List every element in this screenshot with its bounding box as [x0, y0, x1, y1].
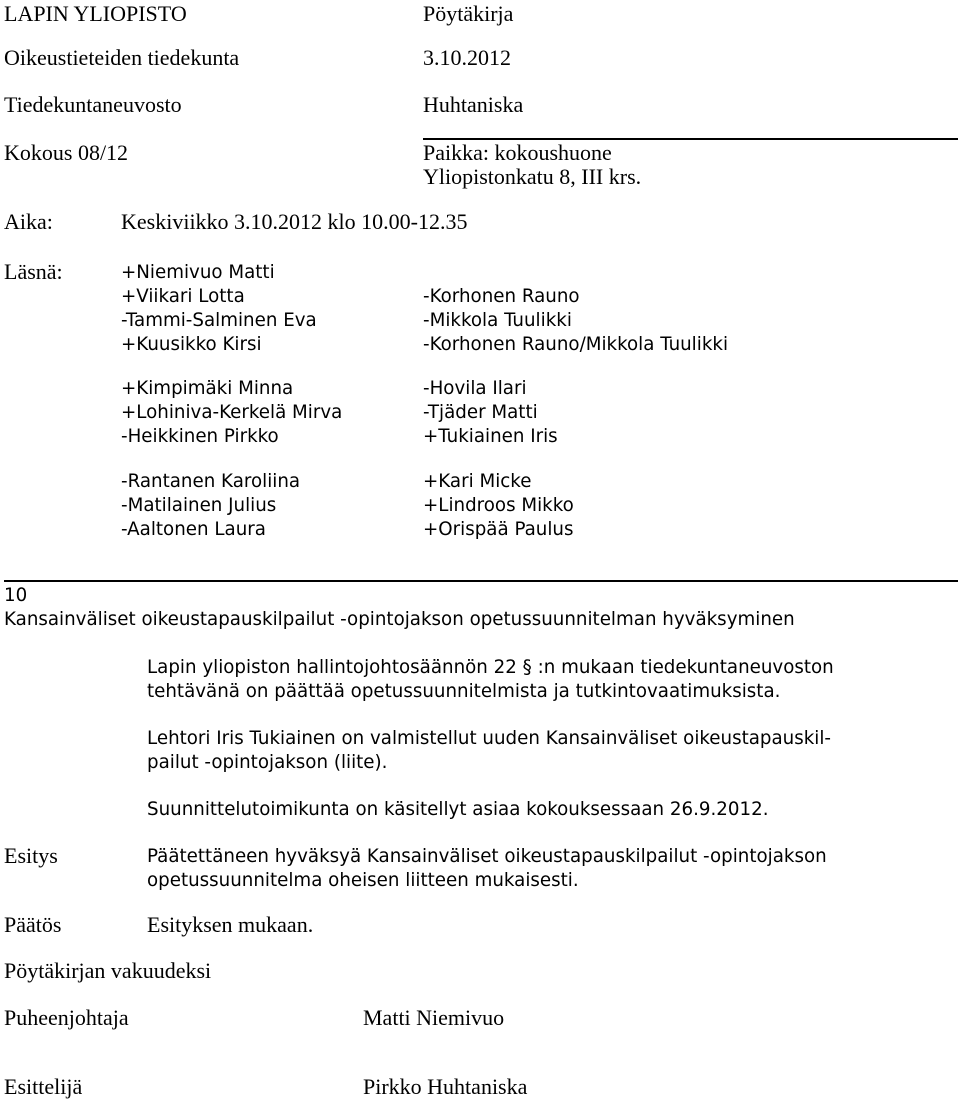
attendee-right: -Korhonen Rauno — [423, 285, 580, 307]
proposal-label: Esitys — [4, 843, 58, 868]
chair-label: Puheenjohtaja — [4, 1005, 129, 1030]
item-paragraph: tehtävänä on päättää opetussuunnitelmista ja tutkintovaatimuksista. — [147, 680, 781, 702]
meeting-date: 3.10.2012 — [423, 45, 511, 70]
item-paragraph: pailut -opintojakson (liite). — [147, 751, 388, 773]
meeting-number: Kokous 08/12 — [4, 140, 129, 165]
attendee-left: -Matilainen Julius — [121, 494, 277, 516]
attendee-right: +Orispää Paulus — [423, 518, 574, 540]
attendee-left: +Kimpimäki Minna — [121, 377, 294, 399]
attendee-left: -Tammi-Salminen Eva — [121, 309, 317, 331]
attendee-right: +Lindroos Mikko — [423, 494, 574, 516]
attendee-right: +Tukiainen Iris — [423, 425, 558, 447]
attendee-left: -Heikkinen Pirkko — [121, 425, 279, 447]
time-label: Aika: — [4, 209, 53, 234]
attendee-right: +Kari Micke — [423, 470, 532, 492]
document-type: Pöytäkirja — [423, 1, 514, 26]
item-paragraph: Suunnittelutoimikunta on käsitellyt asiaa kokouksessaan 26.9.2012. — [147, 798, 769, 820]
secretary-label: Esittelijä — [4, 1074, 83, 1099]
council-name: Tiedekuntaneuvosto — [4, 92, 182, 117]
secretary-name: Pirkko Huhtaniska — [363, 1074, 528, 1099]
secretary-surname: Huhtaniska — [423, 92, 524, 117]
attendee-left: -Aaltonen Laura — [121, 518, 266, 540]
attendee-left: -Rantanen Karoliina — [121, 470, 301, 492]
attendee-left: +Lohiniva-Kerkelä Mirva — [121, 401, 343, 423]
item-number: 10 — [4, 584, 28, 606]
proposal-text: Päätettäneen hyväksyä Kansainväliset oikeustapauskilpailut -opintojakson — [147, 845, 827, 867]
attendance-label: Läsnä: — [4, 259, 63, 284]
item-paragraph: Lehtori Iris Tukiainen on valmistellut uuden Kansainväliset oikeustapauskil- — [147, 727, 832, 749]
chair-name: Matti Niemivuo — [363, 1005, 505, 1030]
decision-label: Päätös — [4, 912, 62, 937]
attendee-right: -Hovila Ilari — [423, 377, 527, 399]
faculty-name: Oikeustieteiden tiedekunta — [4, 45, 240, 70]
item-paragraph: Lapin yliopiston hallintojohtosäännön 22 § :n mukaan tiedekuntaneuvoston — [147, 656, 834, 678]
decision-text: Esityksen mukaan. — [147, 912, 314, 937]
attendee-left: +Kuusikko Kirsi — [121, 333, 262, 355]
attendee-left: +Viikari Lotta — [121, 285, 245, 307]
attendee-right: -Mikkola Tuulikki — [423, 309, 572, 331]
meeting-address: Yliopistonkatu 8, III krs. — [423, 164, 642, 189]
attendee-left: +Niemivuo Matti — [121, 261, 275, 283]
university-name: LAPIN YLIOPISTO — [4, 1, 187, 26]
proposal-text: opetussuunnitelma oheisen liitteen mukaisesti. — [147, 869, 579, 891]
attendee-right: -Tjäder Matti — [423, 401, 538, 423]
section-rule — [4, 580, 958, 582]
meeting-place: Paikka: kokoushuone — [423, 140, 612, 165]
time-value: Keskiviikko 3.10.2012 klo 10.00-12.35 — [121, 209, 468, 234]
attendee-right: -Korhonen Rauno/Mikkola Tuulikki — [423, 333, 729, 355]
signatures-heading: Pöytäkirjan vakuudeksi — [4, 958, 212, 983]
item-title: Kansainväliset oikeustapauskilpailut -opintojakson opetussuunnitelman hyväksyminen — [4, 608, 795, 630]
